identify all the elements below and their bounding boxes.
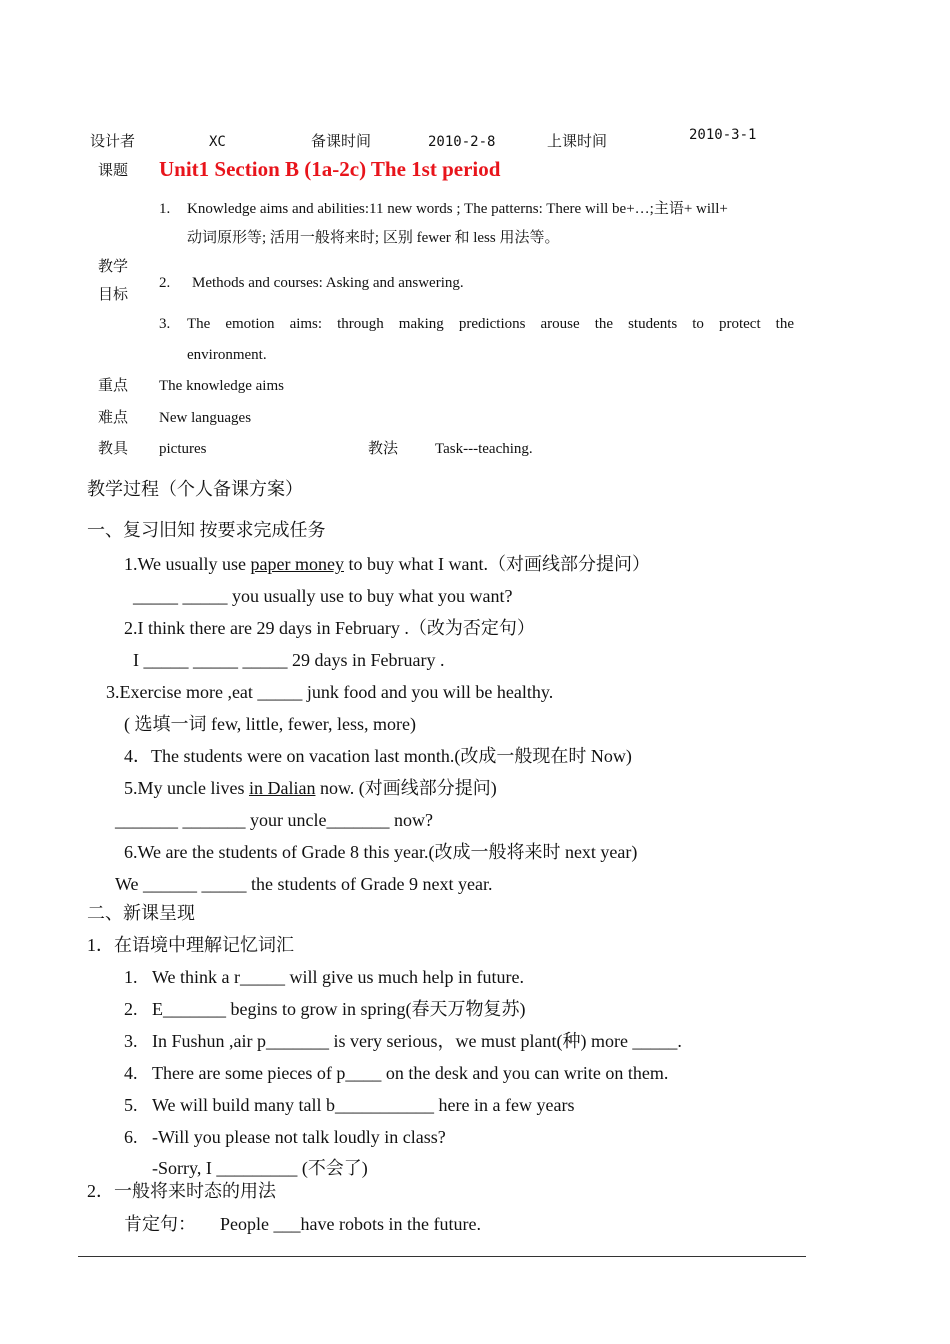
aim-3-word: predictions [458, 316, 526, 332]
aim-3-continued: environment. [187, 347, 267, 363]
aim-3-word: protect [718, 316, 761, 332]
aim-3-word: through [337, 316, 384, 332]
review-q2-answer: I _____ _____ _____ 29 days in February . [133, 650, 445, 670]
review-q3-hint: ( 选填一词 few, little, fewer, less, more) [124, 714, 417, 734]
vocab-item-1-text: We think a r_____ will give us much help in future. [152, 967, 524, 987]
review-q5-underlined: in Dalian [248, 778, 316, 798]
vocab-item-2-number: 2. [124, 999, 138, 1019]
difficulty-label: 难点 [98, 410, 129, 426]
affirmative-sentence: People ___have robots in the future. [220, 1214, 481, 1234]
vocab-item-5-number: 5. [124, 1095, 138, 1115]
vocab-item-4 [124, 1063, 668, 1085]
vocab-item-1-number: 1. [124, 967, 138, 987]
aim-3-word: the [594, 316, 614, 332]
vocab-item-2-text: E_______ begins to grow in spring(春天万物复苏) [152, 999, 526, 1019]
vocab-item-3-text: In Fushun ,air p_______ is very serious，we must plant(种) more _____. [152, 1031, 682, 1051]
aim-3-word: to [692, 316, 704, 332]
tools-value: pictures [159, 441, 207, 457]
aim-3-word: the [775, 316, 794, 332]
class-time-value: 2010-3-1 [689, 127, 757, 143]
aim-3 [159, 315, 794, 333]
vocab-item-3 [124, 1031, 682, 1053]
review-q3: 3.Exercise more ,eat _____ junk food and you will be healthy. [106, 682, 554, 702]
section2-sub1: 1．在语境中理解记忆词汇 [87, 935, 294, 955]
vocab-item-6-text: -Will you please not talk loudly in class? [152, 1127, 446, 1147]
review-q5-post: now. (对画线部分提问) [315, 778, 497, 798]
aim-1-number: 1. [159, 201, 171, 217]
section1-title: 一、复习旧知 按要求完成任务 [87, 520, 326, 540]
vocab-item-5 [124, 1095, 574, 1117]
review-q5 [124, 778, 497, 800]
section2-title: 二、新课呈现 [87, 903, 195, 923]
aim-3-number: 3. [159, 316, 171, 332]
difficulty-value: New languages [159, 410, 252, 426]
vocab-item-6-number: 6. [124, 1127, 138, 1147]
aim-1 [159, 200, 728, 218]
review-q1-underlined: paper money [250, 554, 344, 574]
topic-label: 课题 [98, 163, 129, 179]
review-q1-answer: _____ _____ you usually use to buy what you want? [133, 586, 513, 606]
aim-3-word: arouse [540, 316, 580, 332]
review-q1-pre: 1.We usually use [124, 554, 251, 574]
vocab-item-3-number: 3. [124, 1031, 138, 1051]
aim-2-text: Methods and courses: Asking and answering. [192, 275, 464, 291]
aim-3-text [187, 315, 794, 333]
review-q5-answer: _______ _______ your uncle_______ now? [115, 810, 433, 830]
key-point-label: 重点 [98, 378, 129, 394]
review-q5-pre: 5.My uncle lives [124, 778, 249, 798]
review-q6: 6.We are the students of Grade 8 this year.(改成一般将来时 next year) [124, 842, 638, 862]
aim-1-text: Knowledge aims and abilities:11 new words ; The patterns: There will be+…;主语+ will+ [187, 201, 728, 217]
aims-label-line1: 教学 [98, 259, 129, 275]
prep-time-value: 2010-2-8 [428, 134, 496, 150]
aim-3-word: students [628, 316, 678, 332]
affirmative-label: 肯定句： [124, 1214, 196, 1234]
method-value: Task---teaching. [435, 441, 533, 457]
section2-sub2: 2．一般将来时态的用法 [87, 1181, 276, 1201]
vocab-item-5-text: We will build many tall b___________ here in a few years [152, 1095, 575, 1115]
vocab-item-6-reply: -Sorry, I _________ (不会了) [152, 1158, 368, 1178]
key-point-value: The knowledge aims [159, 378, 284, 394]
footer-rule [78, 1256, 806, 1257]
review-q4: 4．The students were on vacation last month.(改成一般现在时 Now) [124, 746, 632, 766]
review-q1 [124, 554, 650, 576]
aim-2 [159, 274, 464, 292]
prep-time-label: 备课时间 [311, 134, 372, 150]
aim-3-word: aims: [289, 316, 323, 332]
aim-2-number: 2. [159, 275, 171, 291]
vocab-item-1 [124, 967, 524, 989]
tools-label: 教具 [98, 441, 129, 457]
vocab-item-2 [124, 999, 525, 1021]
aim-3-word: emotion [225, 316, 275, 332]
aim-3-word: making [398, 316, 444, 332]
vocab-item-4-text: There are some pieces of p____ on the desk and you can write on them. [152, 1063, 669, 1083]
class-time-label: 上课时间 [547, 134, 608, 150]
vocab-item-6 [124, 1127, 446, 1149]
method-label: 教法 [368, 441, 399, 457]
aim-1-continued: 动词原形等; 活用一般将来时; 区别 fewer 和 less 用法等。 [187, 230, 560, 246]
review-q6-answer: We ______ _____ the students of Grade 9 next year. [115, 874, 493, 894]
review-q2: 2.I think there are 29 days in February .（改为否定句） [124, 618, 535, 638]
designer-value: XC [209, 134, 226, 150]
review-q1-post: to buy what I want.（对画线部分提问） [344, 554, 650, 574]
aim-3-word: The [187, 316, 211, 332]
aims-label-line2: 目标 [98, 287, 129, 303]
vocab-item-4-number: 4. [124, 1063, 138, 1083]
lesson-title: Unit1 Section B (1a-2c) The 1st period [159, 157, 501, 181]
process-title: 教学过程（个人备课方案） [87, 479, 303, 499]
designer-label: 设计者 [90, 134, 136, 150]
